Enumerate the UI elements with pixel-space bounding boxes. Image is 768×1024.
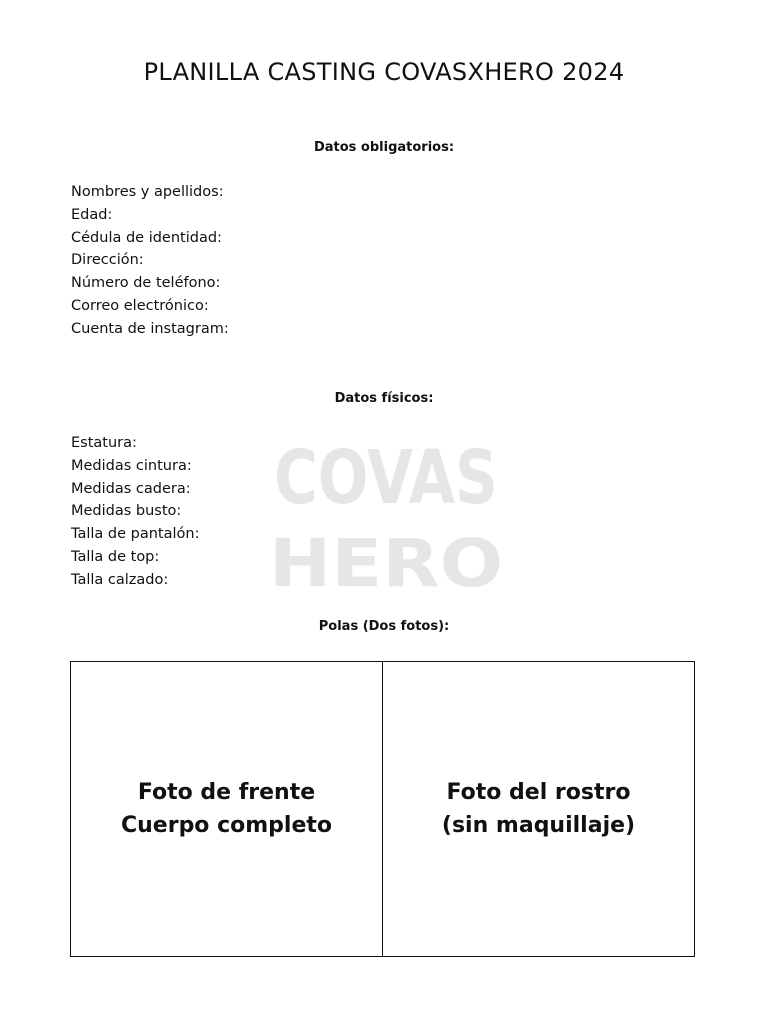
physical-fields-list — [71, 432, 199, 592]
photo-box-front-line2: Cuerpo completo — [120, 813, 333, 838]
field-instagram: Cuenta de instagram: — [71, 320, 229, 337]
polas-photo-grid — [70, 661, 695, 957]
photo-box-face-no-makeup — [382, 662, 694, 956]
covas-hero-watermark-logo — [266, 428, 506, 602]
field-phone: Número de teléfono: — [71, 275, 221, 292]
field-age: Edad: — [71, 206, 113, 223]
watermark-hero-text: HERO — [269, 525, 503, 602]
photo-box-face-line2: (sin maquillaje) — [441, 813, 636, 838]
physical-heading: Datos físicos: — [334, 391, 434, 406]
field-top-size: Talla de top: — [71, 548, 160, 565]
field-pants-size: Talla de pantalón: — [71, 526, 200, 543]
page-title: PLANILLA CASTING COVASXHERO 2024 — [143, 58, 625, 86]
mandatory-fields-list — [71, 181, 229, 341]
field-address: Dirección: — [71, 252, 144, 269]
field-bust: Medidas busto: — [71, 503, 182, 520]
field-email: Correo electrónico: — [71, 297, 209, 314]
field-height: Estatura: — [71, 435, 137, 451]
field-id-card: Cédula de identidad: — [71, 229, 222, 246]
photo-box-front-line1: Foto de frente — [137, 780, 316, 805]
watermark-covas-text: COVAS — [274, 435, 498, 521]
field-full-name: Nombres y apellidos: — [71, 184, 224, 200]
mandatory-heading: Datos obligatorios: — [313, 140, 455, 155]
photo-box-front-full-body — [71, 662, 382, 956]
photo-box-face-line1: Foto del rostro — [446, 780, 631, 805]
field-waist: Medidas cintura: — [71, 457, 192, 474]
polas-heading: Polas (Dos fotos): — [318, 619, 450, 634]
field-hip: Medidas cadera: — [71, 480, 191, 497]
field-shoe-size: Talla calzado: — [71, 571, 169, 588]
